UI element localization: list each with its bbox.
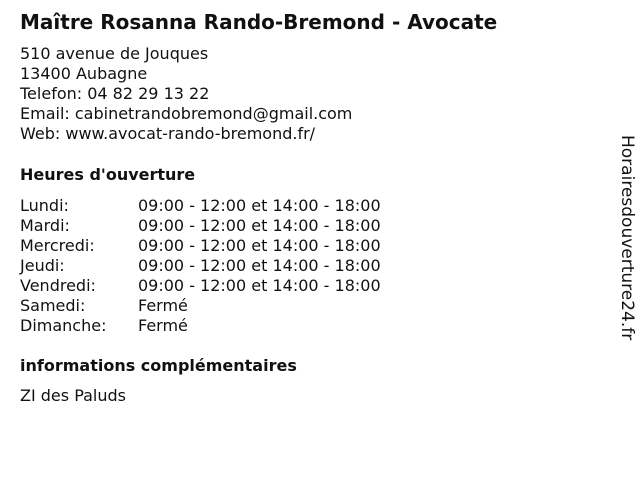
day-label: Dimanche: (20, 316, 107, 335)
website-line: Web: www.avocat-rando-bremond.fr/ (20, 124, 316, 143)
hours-row-thursday (20, 256, 600, 276)
business-card (20, 10, 600, 406)
address-city: 13400 Aubagne (20, 64, 148, 83)
email-line: Email: cabinetrandobremond@gmail.com (20, 104, 353, 123)
day-hours: 09:00 - 12:00 et 14:00 - 18:00 (138, 236, 381, 255)
day-label: Jeudi: (20, 256, 65, 275)
site-watermark: Horairesdouverture24.fr (617, 135, 637, 341)
hours-row-tuesday (20, 216, 600, 236)
day-label: Samedi: (20, 296, 86, 315)
opening-hours-table (20, 196, 600, 336)
day-label: Mardi: (20, 216, 70, 235)
day-label: Mercredi: (20, 236, 95, 255)
additional-info-heading: informations complémentaires (20, 356, 297, 375)
contact-block (20, 44, 600, 144)
day-hours: 09:00 - 12:00 et 14:00 - 18:00 (138, 216, 381, 235)
address-street: 510 avenue de Jouques (20, 44, 209, 63)
hours-row-sunday (20, 316, 600, 336)
day-label: Vendredi: (20, 276, 96, 295)
hours-row-saturday (20, 296, 600, 316)
hours-row-wednesday (20, 236, 600, 256)
business-name: Maître Rosanna Rando-Bremond - Avocate (20, 10, 498, 34)
day-hours: Fermé (138, 296, 188, 315)
day-hours: 09:00 - 12:00 et 14:00 - 18:00 (138, 276, 381, 295)
opening-hours-heading: Heures d'ouverture (20, 165, 196, 184)
day-hours: 09:00 - 12:00 et 14:00 - 18:00 (138, 256, 381, 275)
additional-info-text: ZI des Paluds (20, 386, 126, 405)
hours-row-monday (20, 196, 600, 216)
day-hours: 09:00 - 12:00 et 14:00 - 18:00 (138, 196, 381, 215)
day-label: Lundi: (20, 196, 69, 215)
hours-row-friday (20, 276, 600, 296)
phone-line: Telefon: 04 82 29 13 22 (20, 84, 210, 103)
day-hours: Fermé (138, 316, 188, 335)
